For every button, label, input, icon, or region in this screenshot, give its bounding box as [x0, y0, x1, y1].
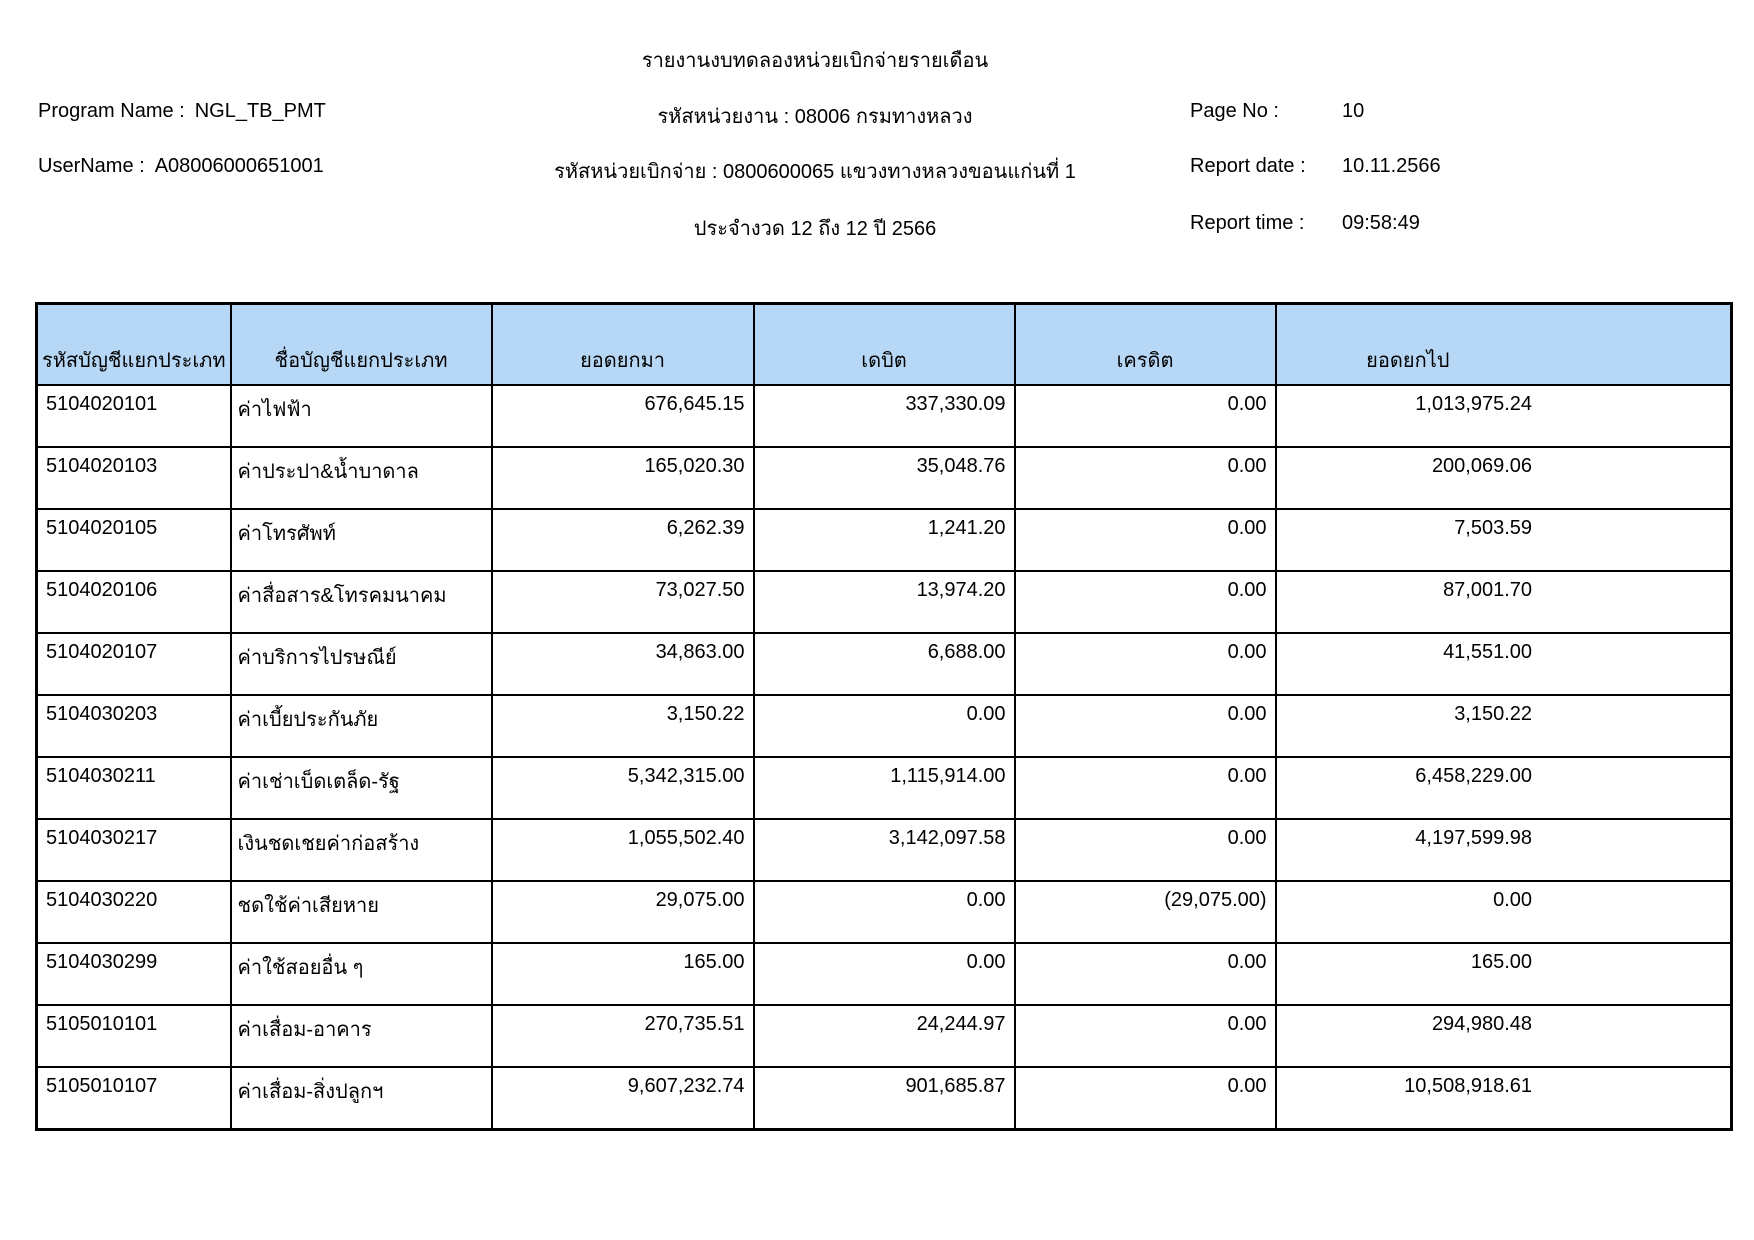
table-row [37, 571, 1732, 633]
disbursing-unit-line: รหัสหน่วยเบิกจ่าย : 0800600065 แขวงทางหลวงขอนแก่นที่ 1 [554, 161, 1076, 183]
report-time-label: Report time : [1190, 212, 1305, 234]
account-name-cell: ค่าโทรศัพท์ [231, 509, 492, 571]
closing-balance-cell: 87,001.70 [1276, 571, 1732, 633]
opening-balance-cell: 1,055,502.40 [492, 819, 754, 881]
closing-balance-cell: 200,069.06 [1276, 447, 1732, 509]
account-code-cell: 5104030299 [37, 943, 231, 1005]
account-code-cell: 5104020105 [37, 509, 231, 571]
account-name-cell: เงินชดเชยค่าก่อสร้าง [231, 819, 492, 881]
debit-cell: 901,685.87 [754, 1067, 1015, 1130]
account-code-cell: 5104020103 [37, 447, 231, 509]
report-time-value: 09:58:49 [1342, 212, 1420, 234]
report-date-value: 10.11.2566 [1342, 155, 1441, 177]
account-name-cell: ชดใช้ค่าเสียหาย [231, 881, 492, 943]
credit-cell: (29,075.00) [1015, 881, 1276, 943]
credit-cell: 0.00 [1015, 509, 1276, 571]
col-header-closing-balance: ยอดยกไป [1276, 304, 1732, 386]
debit-cell: 0.00 [754, 943, 1015, 1005]
credit-cell: 0.00 [1015, 571, 1276, 633]
opening-balance-cell: 676,645.15 [492, 385, 754, 447]
account-code-cell: 5104030220 [37, 881, 231, 943]
period-line: ประจำงวด 12 ถึง 12 ปี 2566 [693, 218, 937, 240]
table-row [37, 447, 1732, 509]
program-name-label: Program Name : [38, 100, 185, 122]
username-label: UserName : [38, 155, 145, 177]
closing-balance-cell: 4,197,599.98 [1276, 819, 1732, 881]
col-header-account-name: ชื่อบัญชีแยกประเภท [231, 304, 492, 386]
closing-balance-cell: 6,458,229.00 [1276, 757, 1732, 819]
opening-balance-cell: 73,027.50 [492, 571, 754, 633]
table-row [37, 943, 1732, 1005]
opening-balance-cell: 3,150.22 [492, 695, 754, 757]
credit-cell: 0.00 [1015, 943, 1276, 1005]
opening-balance-cell: 6,262.39 [492, 509, 754, 571]
account-name-cell: ค่าเสื่อม-สิ่งปลูกฯ [231, 1067, 492, 1130]
opening-balance-cell: 270,735.51 [492, 1005, 754, 1067]
account-name-cell: ค่าบริการไปรษณีย์ [231, 633, 492, 695]
debit-cell: 24,244.97 [754, 1005, 1015, 1067]
report-date-label: Report date : [1190, 155, 1306, 177]
debit-cell: 6,688.00 [754, 633, 1015, 695]
opening-balance-cell: 5,342,315.00 [492, 757, 754, 819]
opening-balance-cell: 165,020.30 [492, 447, 754, 509]
debit-cell: 1,115,914.00 [754, 757, 1015, 819]
table-row [37, 633, 1732, 695]
table-row [37, 509, 1732, 571]
account-name-cell: ค่าประปา&น้ำบาดาล [231, 447, 492, 509]
credit-cell: 0.00 [1015, 1067, 1276, 1130]
page-no-value: 10 [1342, 100, 1365, 122]
debit-cell: 0.00 [754, 695, 1015, 757]
closing-balance-cell: 41,551.00 [1276, 633, 1732, 695]
table-header-row [37, 304, 1732, 386]
debit-cell: 1,241.20 [754, 509, 1015, 571]
agency-code-line: รหัสหน่วยงาน : 08006 กรมทางหลวง [657, 106, 973, 128]
account-code-cell: 5104020101 [37, 385, 231, 447]
account-name-cell: ค่าสื่อสาร&โทรคมนาคม [231, 571, 492, 633]
trial-balance-table [35, 302, 1733, 1131]
debit-cell: 3,142,097.58 [754, 819, 1015, 881]
opening-balance-cell: 34,863.00 [492, 633, 754, 695]
credit-cell: 0.00 [1015, 385, 1276, 447]
credit-cell: 0.00 [1015, 447, 1276, 509]
account-name-cell: ค่าเช่าเบ็ดเตล็ด-รัฐ [231, 757, 492, 819]
account-code-cell: 5104020106 [37, 571, 231, 633]
debit-cell: 337,330.09 [754, 385, 1015, 447]
closing-balance-cell: 3,150.22 [1276, 695, 1732, 757]
account-name-cell: ค่าเสื่อม-อาคาร [231, 1005, 492, 1067]
col-header-debit: เดบิต [754, 304, 1015, 386]
opening-balance-cell: 9,607,232.74 [492, 1067, 754, 1130]
opening-balance-cell: 29,075.00 [492, 881, 754, 943]
col-header-credit: เครดิต [1015, 304, 1276, 386]
account-code-cell: 5104020107 [37, 633, 231, 695]
account-code-cell: 5105010101 [37, 1005, 231, 1067]
credit-cell: 0.00 [1015, 633, 1276, 695]
closing-balance-cell: 294,980.48 [1276, 1005, 1732, 1067]
credit-cell: 0.00 [1015, 757, 1276, 819]
program-name-line [38, 100, 326, 123]
closing-balance-cell: 0.00 [1276, 881, 1732, 943]
table-row [37, 385, 1732, 447]
table-body [37, 385, 1732, 1130]
col-header-account-code: รหัสบัญชีแยกประเภท [37, 304, 231, 386]
table-row [37, 1067, 1732, 1130]
table-row [37, 757, 1732, 819]
credit-cell: 0.00 [1015, 695, 1276, 757]
closing-balance-cell: 7,503.59 [1276, 509, 1732, 571]
debit-cell: 0.00 [754, 881, 1015, 943]
page-no-label: Page No : [1190, 100, 1279, 122]
table-row [37, 695, 1732, 757]
account-code-cell: 5105010107 [37, 1067, 231, 1130]
account-name-cell: ค่าไฟฟ้า [231, 385, 492, 447]
debit-cell: 13,974.20 [754, 571, 1015, 633]
closing-balance-cell: 165.00 [1276, 943, 1732, 1005]
opening-balance-cell: 165.00 [492, 943, 754, 1005]
account-code-cell: 5104030217 [37, 819, 231, 881]
account-code-cell: 5104030211 [37, 757, 231, 819]
debit-cell: 35,048.76 [754, 447, 1015, 509]
program-name-value: NGL_TB_PMT [194, 100, 326, 122]
table-row [37, 881, 1732, 943]
username-line [38, 155, 324, 178]
closing-balance-cell: 1,013,975.24 [1276, 385, 1732, 447]
account-name-cell: ค่าใช้สอยอื่น ๆ [231, 943, 492, 1005]
username-value: A08006000651001 [154, 155, 324, 177]
account-name-cell: ค่าเบี้ยประกันภัย [231, 695, 492, 757]
col-header-opening-balance: ยอดยกมา [492, 304, 754, 386]
table-row [37, 819, 1732, 881]
account-code-cell: 5104030203 [37, 695, 231, 757]
closing-balance-cell: 10,508,918.61 [1276, 1067, 1732, 1130]
credit-cell: 0.00 [1015, 819, 1276, 881]
table-row [37, 1005, 1732, 1067]
report-title: รายงานงบทดลองหน่วยเบิกจ่ายรายเดือน [641, 50, 989, 72]
credit-cell: 0.00 [1015, 1005, 1276, 1067]
